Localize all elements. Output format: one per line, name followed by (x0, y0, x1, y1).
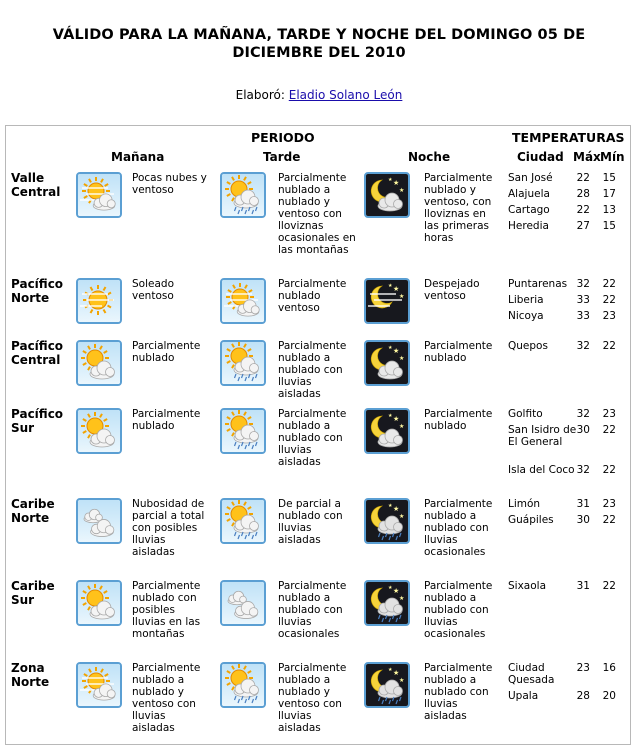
sun-cloud-rain-icon (220, 662, 266, 708)
sun-cloud-rain-icon (220, 408, 266, 454)
min-header: Mín (600, 150, 625, 164)
region-name: Valle Central (11, 171, 61, 199)
svg-text:★: ★ (399, 677, 405, 684)
forecast-noche-text: Parcialmente nublado a nublado con lluvias ocasionales (424, 580, 493, 640)
moon-cloud-icon (364, 340, 410, 386)
tarde-header: Tarde (263, 150, 301, 164)
sun-cloud-icon (76, 408, 122, 454)
svg-text:★: ★ (399, 423, 405, 430)
moon-stars-icon (364, 278, 410, 324)
moon-cloud-icon (364, 172, 410, 218)
forecast-tarde-text: Parcialmente nublado a nublado con lluvias ocasionales (278, 580, 347, 640)
city-name: Heredia (508, 220, 549, 232)
clouds-icon (220, 580, 266, 626)
sun-wind-icon (76, 278, 122, 324)
forecast-manana-text: Parcialmente nublado (132, 340, 201, 364)
forecast-manana-text: Pocas nubes y ventoso (132, 172, 207, 196)
city-name: San José (508, 172, 553, 184)
city-name: Nicoya (508, 310, 544, 322)
max-header: Máx (573, 150, 601, 164)
moon-cloud-rain-icon (364, 580, 410, 626)
svg-text:★: ★ (393, 505, 400, 513)
min-temp: 22 (602, 294, 616, 306)
sun-cloud-rain-icon (220, 340, 266, 386)
sun-cloud-rain-icon (220, 498, 266, 544)
min-temp: 15 (602, 172, 616, 184)
sun-cloud-wind-icon (76, 172, 122, 218)
manana-header: Mañana (111, 150, 165, 164)
svg-text:★: ★ (393, 285, 400, 293)
svg-text:★: ★ (393, 669, 400, 677)
city-name: Liberia (508, 294, 544, 306)
forecast-tarde-text: Parcialmente nublado a nublado y ventoso con lloviznas ocasionales en las montañas (278, 172, 356, 256)
sun-cloud-icon (76, 340, 122, 386)
min-temp: 22 (602, 424, 616, 436)
min-temp: 23 (602, 498, 616, 510)
region-name: Caribe Sur (11, 579, 55, 607)
svg-text:★: ★ (393, 415, 400, 423)
sun-cloud-drizzle-icon (220, 172, 266, 218)
svg-text:★: ★ (399, 293, 405, 300)
max-temp: 28 (576, 188, 590, 200)
max-temp: 22 (576, 172, 590, 184)
min-temp: 15 (602, 220, 616, 232)
forecast-tarde-text: Parcialmente nublado ventoso (278, 278, 347, 314)
page-title: VÁLIDO PARA LA MAÑANA, TARDE Y NOCHE DEL DOMINGO 05 DE DICIEMBRE DEL 2010 (52, 27, 586, 61)
svg-text:★: ★ (388, 345, 393, 351)
max-temp: 32 (576, 340, 590, 352)
city-name: San Isidro de El General (508, 424, 577, 448)
min-temp: 20 (602, 690, 616, 702)
max-temp: 31 (576, 498, 590, 510)
forecast-manana-text: Parcialmente nublado con posibles lluvias en las montañas (132, 580, 201, 640)
forecast-manana-text: Nubosidad de parcial a total con posibles lluvias aisladas (132, 498, 205, 558)
forecast-noche-text: Parcialmente nublado a nublado con lluvias ocasionales (424, 498, 493, 558)
city-name: Alajuela (508, 188, 550, 200)
max-temp: 31 (576, 580, 590, 592)
region-name: Caribe Norte (11, 497, 55, 525)
min-temp: 23 (602, 408, 616, 420)
svg-text:★: ★ (388, 413, 393, 419)
forecast-noche-text: Parcialmente nublado y ventoso, con lloviznas en las primeras horas (424, 172, 493, 244)
svg-text:★: ★ (393, 347, 400, 355)
max-temp: 32 (576, 408, 590, 420)
svg-text:★: ★ (399, 513, 405, 520)
max-temp: 32 (576, 464, 590, 476)
forecast-noche-text: Parcialmente nublado (424, 340, 493, 364)
moon-cloud-rain-icon (364, 662, 410, 708)
forecast-tarde-text: Parcialmente nublado a nublado con lluvias aisladas (278, 340, 347, 400)
forecast-tarde-text: De parcial a nublado con lluvias aisladas (278, 498, 343, 546)
sun-cloud-icon (76, 580, 122, 626)
max-temp: 23 (576, 662, 590, 674)
city-name: Golfito (508, 408, 543, 420)
city-name: Ciudad Quesada (508, 662, 555, 686)
min-temp: 22 (602, 464, 616, 476)
forecast-tarde-text: Parcialmente nublado a nublado con lluvias aisladas (278, 408, 347, 468)
svg-text:★: ★ (399, 595, 405, 602)
noche-header: Noche (408, 150, 451, 164)
city-name: Sixaola (508, 580, 547, 592)
sun-cloud-wind-icon (76, 662, 122, 708)
moon-cloud-rain-icon (364, 498, 410, 544)
periodo-header: PERIODO (251, 130, 315, 145)
min-temp: 22 (602, 340, 616, 352)
forecast-noche-text: Parcialmente nublado (424, 408, 493, 432)
svg-text:★: ★ (399, 355, 405, 362)
forecast-manana-text: Soleado ventoso (132, 278, 174, 302)
min-temp: 17 (602, 188, 616, 200)
min-temp: 22 (602, 514, 616, 526)
forecast-manana-text: Parcialmente nublado (132, 408, 201, 432)
clouds-icon (76, 498, 122, 544)
city-name: Puntarenas (508, 278, 568, 290)
city-name: Limón (508, 498, 541, 510)
max-temp: 22 (576, 204, 590, 216)
max-temp: 33 (576, 294, 590, 306)
min-temp: 16 (602, 662, 616, 674)
min-temp: 23 (602, 310, 616, 322)
svg-text:★: ★ (388, 177, 393, 183)
region-name: Pacífico Central (11, 339, 64, 367)
city-name: Quepos (508, 340, 548, 352)
max-temp: 30 (576, 424, 590, 436)
svg-text:★: ★ (388, 585, 393, 591)
temperaturas-header: TEMPERATURAS (512, 130, 625, 145)
max-temp: 27 (576, 220, 590, 232)
city-name: Cartago (508, 204, 550, 216)
min-temp: 22 (602, 580, 616, 592)
max-temp: 32 (576, 278, 590, 290)
forecast-noche-text: Despejado ventoso (424, 278, 480, 302)
city-name: Upala (508, 690, 539, 702)
max-temp: 33 (576, 310, 590, 322)
forecast-manana-text: Parcialmente nublado a nublado y ventoso con lluvias aisladas (132, 662, 201, 734)
author-link[interactable]: Eladio Solano León (288, 88, 403, 102)
max-temp: 28 (576, 690, 590, 702)
min-temp: 22 (602, 278, 616, 290)
min-temp: 13 (602, 204, 616, 216)
region-name: Pacífico Sur (11, 407, 64, 435)
region-name: Zona Norte (11, 661, 50, 689)
sun-cloud-wind-icon (220, 278, 266, 324)
max-temp: 30 (576, 514, 590, 526)
moon-cloud-icon (364, 408, 410, 454)
svg-text:★: ★ (388, 283, 393, 289)
svg-text:★: ★ (393, 587, 400, 595)
region-name: Pacífico Norte (11, 277, 64, 305)
svg-text:★: ★ (388, 503, 393, 509)
city-name: Guápiles (508, 514, 554, 526)
forecast-tarde-text: Parcialmente nublado a nublado y ventoso con lluvias aisladas (278, 662, 347, 734)
author-line (0, 88, 638, 102)
svg-text:★: ★ (388, 667, 393, 673)
svg-text:★: ★ (393, 179, 400, 187)
author-label: Elaboró: (235, 88, 285, 102)
ciudad-header: Ciudad (517, 150, 564, 164)
forecast-noche-text: Parcialmente nublado a nublado con lluvias aisladas (424, 662, 493, 722)
svg-text:★: ★ (399, 187, 405, 194)
city-name: Isla del Coco (508, 464, 575, 476)
